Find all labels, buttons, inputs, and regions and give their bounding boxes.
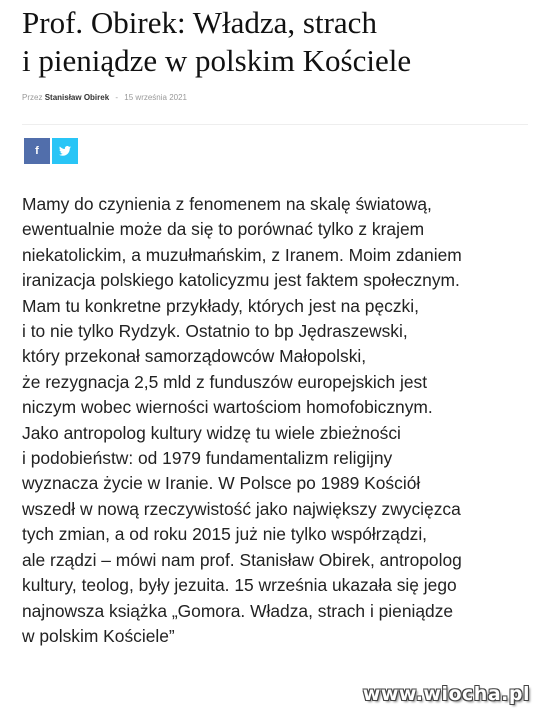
article-line: który przekonał samorządowców Małopolski,	[22, 346, 367, 367]
author-link[interactable]: Stanisław Obirek	[44, 93, 110, 102]
article-line: ale rządzi – mówi nam prof. Stanisław Obirek, antropolog	[22, 549, 462, 570]
article-line: niczym wobec wierności wartościom homofobicznym.	[22, 397, 433, 418]
article-line: Mam tu konkretne przykłady, których jest na pęczki,	[22, 295, 419, 316]
article-meta	[22, 93, 187, 102]
article-line: Mamy do czynienia z fenomenem na skalę światową,	[22, 194, 432, 214]
article-title	[22, 4, 532, 80]
article-title-line: i pieniądze w polskim Kościele	[22, 43, 412, 78]
site-watermark: www.wiocha.pl	[362, 683, 530, 705]
article-line: tych zmian, a od roku 2015 już nie tylko współrządzi,	[22, 524, 428, 545]
twitter-icon	[59, 146, 71, 156]
article-line: że rezygnacja 2,5 mld z funduszów europejskich jest	[22, 371, 428, 392]
facebook-icon: f	[35, 145, 39, 157]
article-line: wyznacza życie w Iranie. W Polsce po 1989 Kościół	[22, 473, 421, 494]
article-body	[22, 192, 532, 649]
facebook-share-button[interactable]	[24, 138, 50, 164]
twitter-share-button[interactable]	[52, 138, 78, 164]
article-line: najnowsza książka „Gomora. Władza, strach i pieniądze	[22, 600, 454, 621]
divider	[22, 124, 528, 125]
article-line: kultury, teolog, były jezuita. 15 września ukazała się jego	[22, 575, 457, 596]
article-line: ewentualnie może da się to porównać tylko z krajem	[22, 219, 425, 240]
share-buttons	[24, 138, 78, 164]
meta-by-label: Przez	[22, 93, 43, 102]
article-line: niekatolickim, a muzułmańskim, z Iranem. Moim zdaniem	[22, 244, 462, 265]
article-line: i podobieństw: od 1979 fundamentalizm religijny	[22, 448, 393, 469]
article-line: wszedł w nową rzeczywistość jako największy zwycięzca	[22, 498, 461, 519]
article-line: Jako antropolog kultury widzę tu wiele zbieżności	[22, 422, 401, 443]
meta-separator: -	[115, 93, 119, 102]
publish-date: 15 września 2021	[124, 93, 188, 102]
article-line: w polskim Kościele”	[22, 625, 175, 646]
article-line: i to nie tylko Rydzyk. Ostatnio to bp Jędraszewski,	[22, 321, 408, 342]
article-title-line: Prof. Obirek: Władza, strach	[22, 5, 377, 40]
article-line: iranizacja polskiego katolicyzmu jest faktem społecznym.	[22, 270, 460, 291]
